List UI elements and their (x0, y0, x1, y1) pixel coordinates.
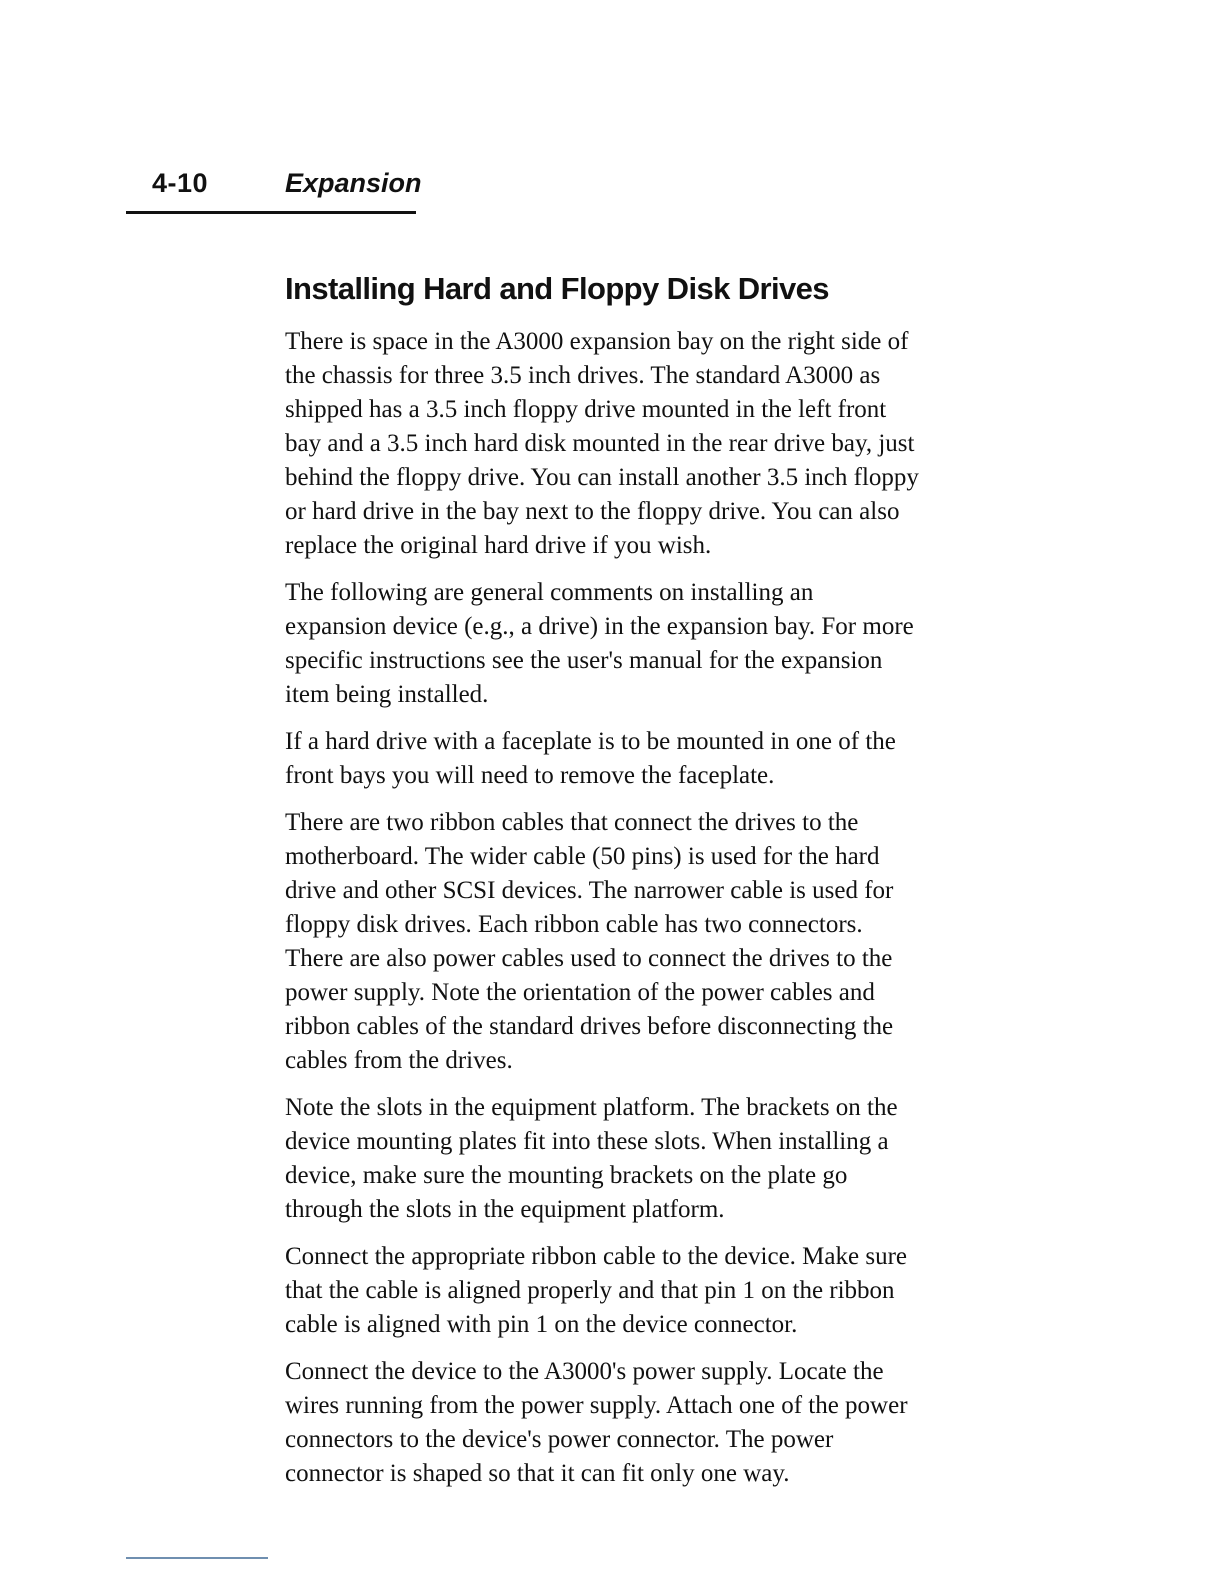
text-line: bay and a 3.5 inch hard disk mounted in the rear drive bay, just (285, 430, 915, 457)
text-line: If a hard drive with a faceplate is to be mounted in one of the (285, 728, 896, 755)
text-line: cables from the drives. (285, 1047, 513, 1074)
section-title: Installing Hard and Floppy Disk Drives (285, 271, 829, 306)
text-line: replace the original hard drive if you wish. (285, 532, 712, 559)
text-line: cable is aligned with pin 1 on the device connector. (285, 1311, 798, 1338)
text-line: There is space in the A3000 expansion bay on the right side of (285, 328, 909, 355)
page-number: 4-10 (152, 168, 209, 198)
text-line: There are two ribbon cables that connect the drives to the (285, 809, 859, 836)
text-line: the chassis for three 3.5 inch drives. The standard A3000 as (285, 362, 881, 389)
chapter-title: Expansion (285, 168, 422, 198)
text-line: front bays you will need to remove the faceplate. (285, 762, 775, 789)
paragraph (285, 576, 985, 712)
text-line: connectors to the device's power connector. The power (285, 1426, 834, 1453)
text-line: shipped has a 3.5 inch floppy drive mounted in the left front (285, 396, 887, 423)
text-line: item being installed. (285, 681, 489, 708)
text-line: behind the floppy drive. You can install another 3.5 inch floppy (285, 464, 919, 491)
body-text (285, 325, 985, 1504)
text-line: Connect the appropriate ribbon cable to the device. Make sure (285, 1243, 907, 1270)
text-line: device mounting plates fit into these slots. When installing a (285, 1128, 889, 1155)
text-line: The following are general comments on installing an (285, 579, 814, 606)
paragraph (285, 1355, 985, 1491)
text-line: drive and other SCSI devices. The narrower cable is used for (285, 877, 894, 904)
text-line: ribbon cables of the standard drives before disconnecting the (285, 1013, 894, 1040)
text-line: expansion device (e.g., a drive) in the expansion bay. For more (285, 613, 914, 640)
text-line: floppy disk drives. Each ribbon cable has two connectors. (285, 911, 863, 938)
text-line: wires running from the power supply. Attach one of the power (285, 1392, 908, 1419)
text-line: or hard drive in the bay next to the floppy drive. You can also (285, 498, 900, 525)
header-rule (126, 211, 416, 214)
text-line: that the cable is aligned properly and that pin 1 on the ribbon (285, 1277, 895, 1304)
text-line: through the slots in the equipment platform. (285, 1196, 725, 1223)
text-line: Note the slots in the equipment platform. The brackets on the (285, 1094, 898, 1121)
paragraph (285, 325, 985, 563)
paragraph (285, 806, 985, 1078)
footer-rule (126, 1557, 268, 1559)
text-line: device, make sure the mounting brackets on the plate go (285, 1162, 848, 1189)
text-line: specific instructions see the user's manual for the expansion (285, 647, 883, 674)
text-line: There are also power cables used to connect the drives to the (285, 945, 893, 972)
paragraph (285, 1091, 985, 1227)
text-line: motherboard. The wider cable (50 pins) is used for the hard (285, 843, 880, 870)
paragraph (285, 1240, 985, 1342)
text-line: power supply. Note the orientation of the power cables and (285, 979, 875, 1006)
text-line: Connect the device to the A3000's power supply. Locate the (285, 1358, 884, 1385)
paragraph (285, 725, 985, 793)
text-line: connector is shaped so that it can fit only one way. (285, 1460, 790, 1487)
